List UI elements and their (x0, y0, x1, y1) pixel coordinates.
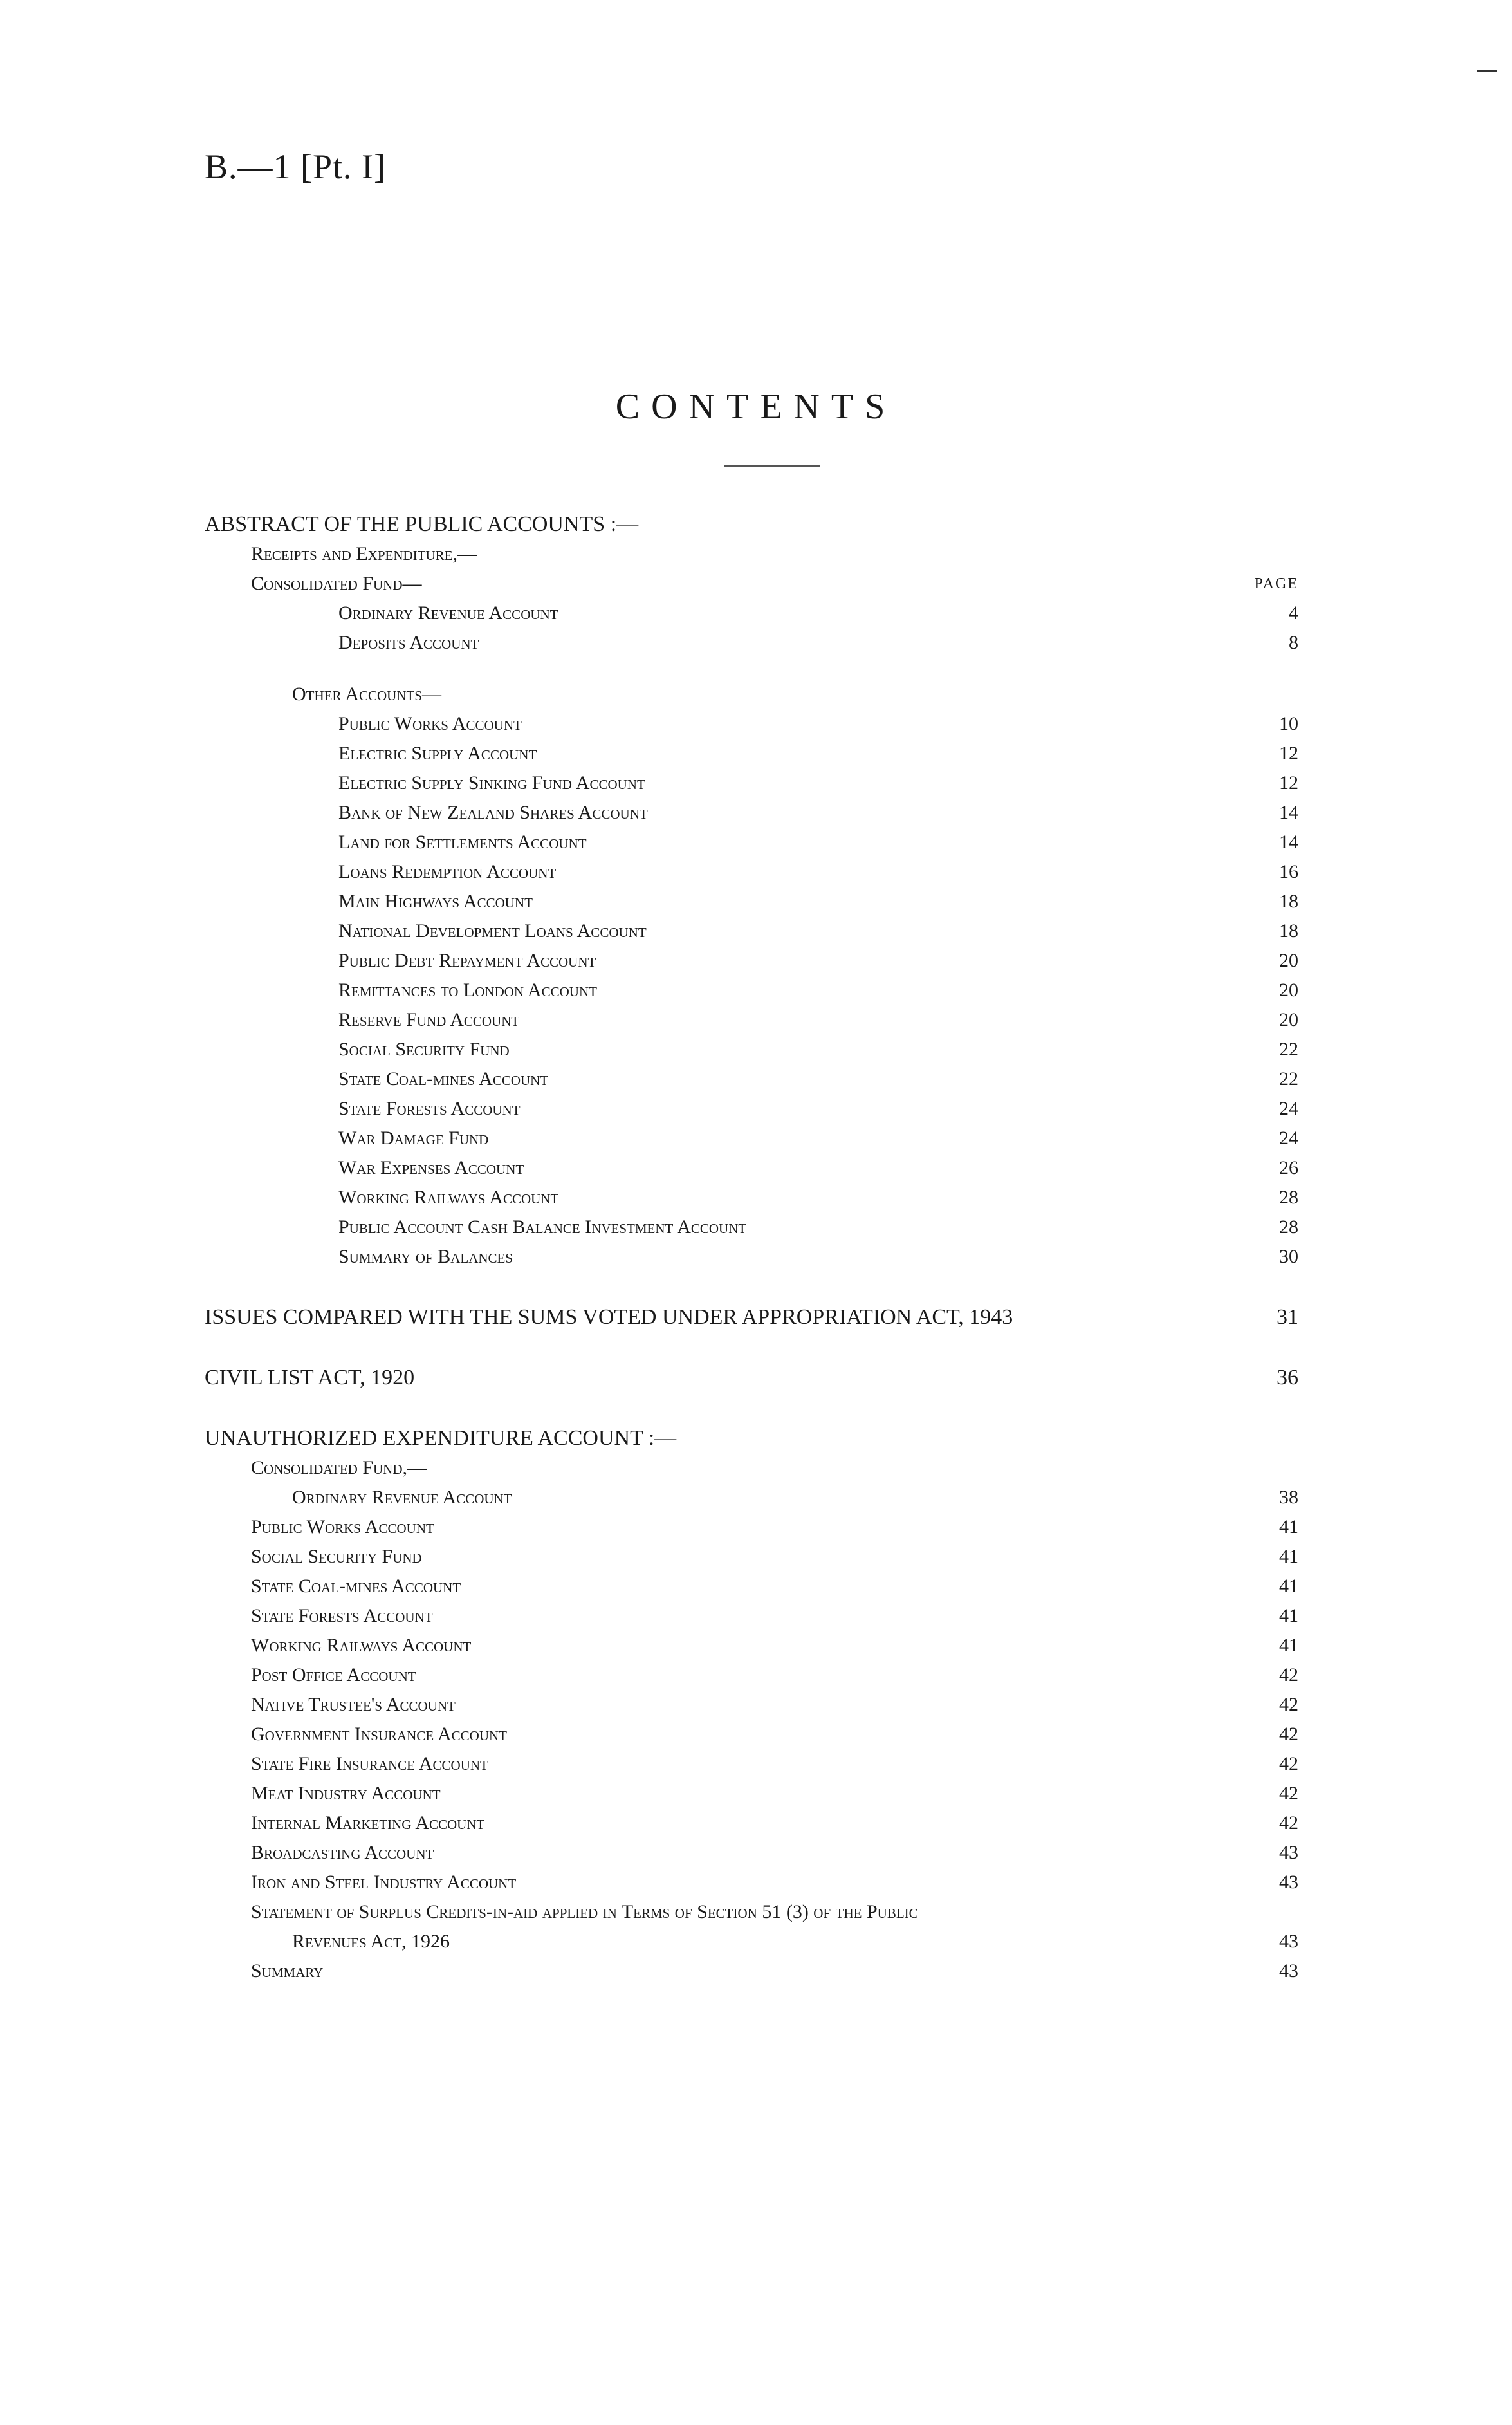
page-number: 41 (1279, 1605, 1298, 1626)
page-number: 41 (1279, 1575, 1298, 1597)
page-number: 42 (1279, 1694, 1298, 1715)
toc-entry[interactable]: Social Security Fund 41 (205, 1542, 1298, 1572)
page-number: 22 (1279, 1039, 1298, 1060)
page-number: 10 (1279, 713, 1298, 734)
corner-mark (1477, 70, 1497, 72)
toc-entry[interactable]: Loans Redemption Account 16 (205, 857, 1298, 887)
toc-entry[interactable]: Public Account Cash Balance Investment Account 28 (205, 1212, 1298, 1242)
toc-entry[interactable]: Working Railways Account 28 (205, 1183, 1298, 1212)
page-number: 42 (1279, 1753, 1298, 1774)
page-number: 12 (1279, 772, 1298, 794)
page-number: 12 (1279, 743, 1298, 764)
toc-entry[interactable]: State Coal-mines Account 41 (205, 1572, 1298, 1601)
page-number: 42 (1279, 1724, 1298, 1745)
toc-entry-statement-line2[interactable]: Revenues Act, 1926 43 (205, 1927, 1298, 1956)
toc-entry[interactable]: Reserve Fund Account 20 (205, 1005, 1298, 1035)
toc-entry[interactable]: State Coal-mines Account 22 (205, 1064, 1298, 1094)
toc-entry[interactable]: Public Works Account 41 (205, 1512, 1298, 1542)
toc-entry[interactable]: Meat Industry Account 42 (205, 1779, 1298, 1808)
page-number: 43 (1279, 1931, 1298, 1952)
page-number: 41 (1279, 1635, 1298, 1656)
toc-entry-civil-list[interactable]: CIVIL LIST ACT, 1920 36 (205, 1363, 1298, 1393)
page-number: 22 (1279, 1068, 1298, 1090)
page-number: 8 (1289, 632, 1298, 653)
page-number: 31 (1277, 1305, 1298, 1329)
toc-entry[interactable]: Electric Supply Account 12 (205, 739, 1298, 768)
toc-entry[interactable]: Land for Settlements Account 14 (205, 828, 1298, 857)
page-title: CONTENTS (615, 387, 897, 427)
toc-entry[interactable]: War Expenses Account 26 (205, 1153, 1298, 1183)
page-number: 41 (1279, 1546, 1298, 1567)
toc-entry[interactable]: Ordinary Revenue Account 38 (205, 1483, 1298, 1512)
page-number: 14 (1279, 802, 1298, 823)
toc-entry[interactable]: Deposits Account 8 (205, 628, 1298, 658)
subheading-consolidated-fund-2: Consolidated Fund,— (205, 1453, 1298, 1483)
toc-entry[interactable]: Bank of New Zealand Shares Account 14 (205, 798, 1298, 828)
toc-entry[interactable]: Iron and Steel Industry Account 43 (205, 1868, 1298, 1897)
subheading-other-accounts: Other Accounts— (205, 680, 1298, 709)
page-number: 43 (1279, 1842, 1298, 1863)
toc-entry[interactable]: Social Security Fund 22 (205, 1035, 1298, 1064)
toc-entry[interactable]: Government Insurance Account 42 (205, 1720, 1298, 1749)
page-number: 20 (1279, 1009, 1298, 1030)
subheading-receipts: Receipts and Expenditure,— (205, 539, 1298, 569)
page-number: 16 (1279, 861, 1298, 882)
page-number: 43 (1279, 1872, 1298, 1893)
page-number: 18 (1279, 920, 1298, 942)
toc-entry[interactable]: Working Railways Account 41 (205, 1631, 1298, 1660)
toc-entry-statement-line1[interactable]: Statement of Surplus Credits-in-aid applied in Terms of Section 51 (3) of the Public (205, 1897, 1298, 1927)
page-number: 41 (1279, 1516, 1298, 1538)
page-number: 26 (1279, 1157, 1298, 1178)
page-number: 28 (1279, 1216, 1298, 1238)
toc-entry[interactable]: State Forests Account 41 (205, 1601, 1298, 1631)
page-number: 30 (1279, 1246, 1298, 1267)
toc-entry[interactable]: National Development Loans Account 18 (205, 916, 1298, 946)
toc-entry[interactable]: Ordinary Revenue Account 4 (205, 599, 1298, 628)
page-number: 38 (1279, 1487, 1298, 1508)
page-number: 43 (1279, 1960, 1298, 1982)
toc-entry[interactable]: Internal Marketing Account 42 (205, 1808, 1298, 1838)
toc-entry[interactable]: State Fire Insurance Account 42 (205, 1749, 1298, 1779)
toc-entry[interactable]: State Forests Account 24 (205, 1094, 1298, 1124)
document-reference: B.—1 [Pt. I] (205, 147, 386, 186)
section-heading-abstract: ABSTRACT OF THE PUBLIC ACCOUNTS :— (205, 510, 1298, 539)
toc-entry[interactable]: Public Debt Repayment Account 20 (205, 946, 1298, 976)
toc-entry[interactable]: Remittances to London Account 20 (205, 976, 1298, 1005)
page-number: 14 (1279, 832, 1298, 853)
page-number: 42 (1279, 1664, 1298, 1686)
page-number: 36 (1277, 1366, 1298, 1389)
toc-entry[interactable]: Post Office Account 42 (205, 1660, 1298, 1690)
page-number: 18 (1279, 891, 1298, 912)
page-number: 24 (1279, 1098, 1298, 1119)
toc-entry[interactable]: Broadcasting Account 43 (205, 1838, 1298, 1868)
toc-entry-summary[interactable]: Summary 43 (205, 1956, 1298, 1986)
table-of-contents (205, 510, 1298, 1986)
page-number: 20 (1279, 980, 1298, 1001)
page-number: 28 (1279, 1187, 1298, 1208)
toc-entry-issues[interactable]: ISSUES COMPARED WITH THE SUMS VOTED UNDER APPROPRIATION ACT, 1943 31 (205, 1303, 1298, 1332)
page-column-label: PAGE (1254, 575, 1298, 592)
toc-entry[interactable]: Electric Supply Sinking Fund Account 12 (205, 768, 1298, 798)
title-rule (724, 465, 820, 467)
toc-entry[interactable]: War Damage Fund 24 (205, 1124, 1298, 1153)
toc-entry[interactable]: Public Works Account 10 (205, 709, 1298, 739)
toc-entry[interactable]: Native Trustee's Account 42 (205, 1690, 1298, 1720)
page-number: 20 (1279, 950, 1298, 971)
page-number: 24 (1279, 1128, 1298, 1149)
page-number: 42 (1279, 1812, 1298, 1834)
subheading-consolidated-fund: Consolidated Fund— PAGE (205, 569, 1298, 599)
page-number: 4 (1289, 602, 1298, 624)
section-heading-unauthorized: UNAUTHORIZED EXPENDITURE ACCOUNT :— (205, 1424, 1298, 1453)
toc-entry[interactable]: Summary of Balances 30 (205, 1242, 1298, 1272)
toc-entry[interactable]: Main Highways Account 18 (205, 887, 1298, 916)
page-number: 42 (1279, 1783, 1298, 1804)
